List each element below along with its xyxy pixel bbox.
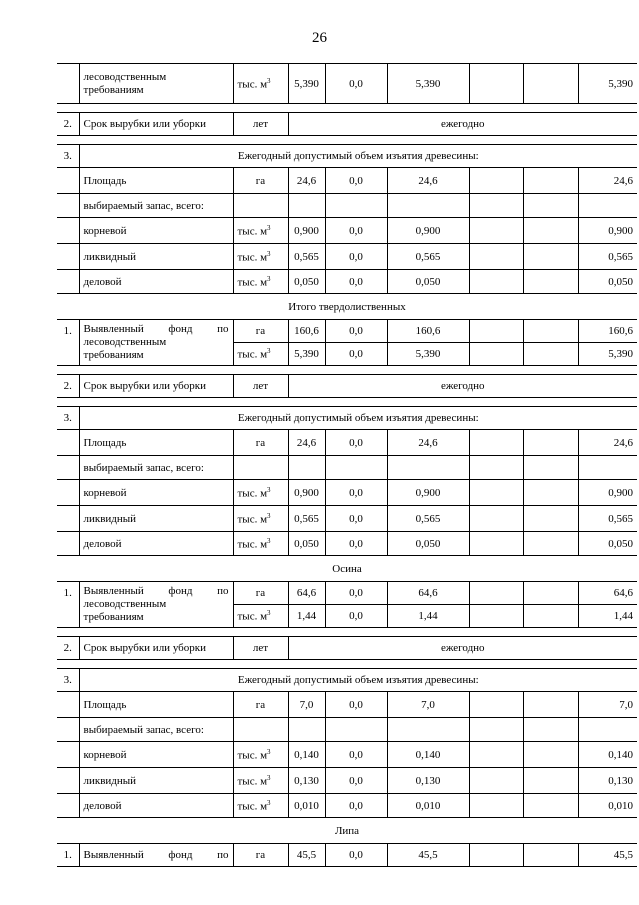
table-cell: 0,0 xyxy=(325,768,387,794)
table-cell xyxy=(57,506,79,532)
table-cell xyxy=(578,718,637,742)
table-cell: ежегодно xyxy=(288,113,637,136)
table-cell xyxy=(469,343,523,366)
table-row xyxy=(57,168,637,194)
table-cell: корневой xyxy=(79,218,233,244)
table-cell: тыс. $м^3$ xyxy=(233,605,288,628)
table-cell xyxy=(233,456,288,480)
table-cell: Площадь xyxy=(79,692,233,718)
table-cell: 5,390 xyxy=(387,343,469,366)
table-cell xyxy=(57,168,79,194)
table-cell xyxy=(57,456,79,480)
table-cell: 0,010 xyxy=(288,794,325,818)
table-cell xyxy=(523,343,578,366)
table-cell: 0,140 xyxy=(288,742,325,768)
table-cell: 64,6 xyxy=(288,582,325,605)
table-cell xyxy=(469,480,523,506)
table-cell: 5,390 xyxy=(288,343,325,366)
table-cell xyxy=(57,742,79,768)
table-row xyxy=(57,244,637,270)
table-cell xyxy=(469,218,523,244)
table-cell: га xyxy=(233,320,288,343)
table-cell xyxy=(523,456,578,480)
table-cell: Итого твердолиственных xyxy=(57,294,637,320)
table-cell xyxy=(469,605,523,628)
table-row xyxy=(57,64,637,104)
table-row xyxy=(57,145,637,168)
table-cell xyxy=(57,628,637,637)
table-cell: 24,6 xyxy=(387,430,469,456)
table-cell: корневой xyxy=(79,480,233,506)
table-cell xyxy=(578,194,637,218)
table-row xyxy=(57,113,637,136)
table-cell: 0,0 xyxy=(325,506,387,532)
table-cell: 0,900 xyxy=(578,218,637,244)
table-cell: ежегодно xyxy=(288,637,637,660)
table-cell: 0,050 xyxy=(387,532,469,556)
table-row xyxy=(57,844,637,867)
table-cell: ликвидный xyxy=(79,768,233,794)
table-cell xyxy=(523,582,578,605)
table-row xyxy=(57,768,637,794)
table-cell: га xyxy=(233,430,288,456)
table-cell: га xyxy=(233,692,288,718)
table-cell: Липа xyxy=(57,818,637,844)
table-cell xyxy=(523,480,578,506)
table-cell: 0,0 xyxy=(325,532,387,556)
table-cell: 0,0 xyxy=(325,270,387,294)
table-cell: 0,0 xyxy=(325,244,387,270)
table-cell: 1. xyxy=(57,582,79,628)
table-row xyxy=(57,742,637,768)
table-cell: 160,6 xyxy=(288,320,325,343)
table-cell: 0,565 xyxy=(387,244,469,270)
table-cell: 0,050 xyxy=(578,532,637,556)
table-cell xyxy=(57,480,79,506)
table-cell xyxy=(57,768,79,794)
table-cell: га xyxy=(233,582,288,605)
table-cell: лет xyxy=(233,637,288,660)
table-cell xyxy=(57,136,637,145)
table-cell: тыс. $м^3$ xyxy=(233,244,288,270)
table-cell xyxy=(523,168,578,194)
table-cell: Выявленный фонд по xyxy=(79,844,233,867)
table-cell xyxy=(57,64,79,104)
table-cell xyxy=(469,456,523,480)
table-cell: 0,0 xyxy=(325,692,387,718)
table-cell: ежегодно xyxy=(288,375,637,398)
table-cell: лет xyxy=(233,113,288,136)
table-cell xyxy=(469,320,523,343)
table-cell xyxy=(325,718,387,742)
table-cell xyxy=(387,456,469,480)
table-cell xyxy=(469,532,523,556)
table-row xyxy=(57,692,637,718)
table-cell: 0,900 xyxy=(387,218,469,244)
table-cell xyxy=(523,532,578,556)
table-cell: 0,0 xyxy=(325,794,387,818)
table-cell xyxy=(523,244,578,270)
table-cell: 0,900 xyxy=(578,480,637,506)
table-row xyxy=(57,375,637,398)
table-row xyxy=(57,506,637,532)
table-cell: тыс. $м^3$ xyxy=(233,343,288,366)
table-cell: Выявленный фонд по лесоводственным требованиям xyxy=(79,582,233,628)
table-cell: 5,390 xyxy=(288,64,325,104)
table-cell: 0,0 xyxy=(325,582,387,605)
table-cell xyxy=(57,692,79,718)
table-cell: 64,6 xyxy=(578,582,637,605)
table-cell xyxy=(57,366,637,375)
table-cell: 7,0 xyxy=(578,692,637,718)
section-title xyxy=(57,556,637,582)
table-cell: 0,0 xyxy=(325,343,387,366)
table-row xyxy=(57,582,637,605)
table-cell xyxy=(288,194,325,218)
section-title xyxy=(57,818,637,844)
table-cell: деловой xyxy=(79,270,233,294)
table-row xyxy=(57,718,637,742)
table-cell: Ежегодный допустимый объем изъятия древесины: xyxy=(79,407,637,430)
table-cell xyxy=(57,244,79,270)
table-cell xyxy=(523,506,578,532)
table-cell xyxy=(57,532,79,556)
table-cell: 0,140 xyxy=(387,742,469,768)
table-cell: ликвидный xyxy=(79,506,233,532)
table-cell: 0,0 xyxy=(325,320,387,343)
table-cell: 45,5 xyxy=(288,844,325,867)
table-cell: 45,5 xyxy=(578,844,637,867)
table-cell: 5,390 xyxy=(387,64,469,104)
table-cell: 24,6 xyxy=(578,430,637,456)
table-cell: 2. xyxy=(57,113,79,136)
table-cell: 7,0 xyxy=(387,692,469,718)
table-cell: Площадь xyxy=(79,168,233,194)
table-cell xyxy=(288,456,325,480)
table-cell xyxy=(57,660,637,669)
table-cell: 0,0 xyxy=(325,430,387,456)
table-cell: 1,44 xyxy=(578,605,637,628)
table-cell: Ежегодный допустимый объем изъятия древесины: xyxy=(79,145,637,168)
table-row xyxy=(57,480,637,506)
table-cell: 5,390 xyxy=(578,64,637,104)
table-cell: 24,6 xyxy=(288,168,325,194)
table-cell: тыс. $м^3$ xyxy=(233,480,288,506)
table-cell: тыс. $м^3$ xyxy=(233,270,288,294)
table-cell: Срок вырубки или уборки xyxy=(79,637,233,660)
table-row xyxy=(57,320,637,343)
table-cell xyxy=(57,104,637,113)
table-cell xyxy=(288,718,325,742)
table-cell xyxy=(523,844,578,867)
table-cell xyxy=(469,244,523,270)
table-cell: 2. xyxy=(57,637,79,660)
table-cell: 160,6 xyxy=(578,320,637,343)
table-cell: 0,010 xyxy=(578,794,637,818)
table-cell: 64,6 xyxy=(387,582,469,605)
table-cell xyxy=(523,605,578,628)
table-cell: 24,6 xyxy=(578,168,637,194)
table-cell: деловой xyxy=(79,794,233,818)
table-cell xyxy=(387,718,469,742)
table-cell: 0,050 xyxy=(288,270,325,294)
table-row xyxy=(57,456,637,480)
table-cell xyxy=(57,194,79,218)
table-cell: 24,6 xyxy=(387,168,469,194)
table-cell: 0,0 xyxy=(325,605,387,628)
table-cell: тыс. $м^3$ xyxy=(233,742,288,768)
table-cell xyxy=(523,430,578,456)
table-cell: тыс. $м^3$ xyxy=(233,218,288,244)
table-cell: 0,130 xyxy=(578,768,637,794)
table-cell: 0,130 xyxy=(288,768,325,794)
section-title xyxy=(57,294,637,320)
table-cell: 0,565 xyxy=(288,506,325,532)
table-cell: 0,565 xyxy=(578,506,637,532)
table-cell: 0,0 xyxy=(325,64,387,104)
table-row xyxy=(57,218,637,244)
table-cell: тыс. $м^3$ xyxy=(233,532,288,556)
table-cell: 5,390 xyxy=(578,343,637,366)
table-cell: Площадь xyxy=(79,430,233,456)
page-number: 26 xyxy=(312,30,327,46)
table-cell xyxy=(233,718,288,742)
table-cell: 0,010 xyxy=(387,794,469,818)
table-row xyxy=(57,794,637,818)
table-cell xyxy=(469,844,523,867)
table-cell: 0,900 xyxy=(288,218,325,244)
table-cell: 3. xyxy=(57,407,79,430)
table-cell xyxy=(57,218,79,244)
table-cell xyxy=(469,794,523,818)
table-cell: Осина xyxy=(57,556,637,582)
table-cell xyxy=(578,456,637,480)
table-cell xyxy=(57,270,79,294)
table-cell: 0,900 xyxy=(387,480,469,506)
table-cell: деловой xyxy=(79,532,233,556)
table-cell xyxy=(523,218,578,244)
table-cell: 3. xyxy=(57,669,79,692)
table-cell: ликвидный xyxy=(79,244,233,270)
table-row xyxy=(57,430,637,456)
table-cell xyxy=(57,430,79,456)
table-cell: Ежегодный допустимый объем изъятия древесины: xyxy=(79,669,637,692)
table-cell: тыс. $м^3$ xyxy=(233,506,288,532)
table-cell xyxy=(523,270,578,294)
table-cell xyxy=(325,456,387,480)
table-cell: 0,565 xyxy=(578,244,637,270)
table-cell: 160,6 xyxy=(387,320,469,343)
table-cell: 0,050 xyxy=(387,270,469,294)
table-cell xyxy=(469,430,523,456)
table-cell: 0,0 xyxy=(325,480,387,506)
table-cell xyxy=(523,64,578,104)
table-cell xyxy=(469,582,523,605)
table-cell: лет xyxy=(233,375,288,398)
table-cell xyxy=(523,768,578,794)
table-cell xyxy=(523,742,578,768)
table-cell xyxy=(57,398,637,407)
table-cell: корневой xyxy=(79,742,233,768)
table-cell xyxy=(469,768,523,794)
table-cell: 0,050 xyxy=(578,270,637,294)
table-cell xyxy=(523,194,578,218)
table-cell: Выявленный фонд по лесоводственным требованиям xyxy=(79,320,233,366)
table-cell xyxy=(469,742,523,768)
table-cell xyxy=(523,320,578,343)
table-cell xyxy=(469,168,523,194)
table-cell: 24,6 xyxy=(288,430,325,456)
table-cell: га xyxy=(233,168,288,194)
table-cell: выбираемый запас, всего: xyxy=(79,456,233,480)
table-cell xyxy=(523,794,578,818)
table-cell: 45,5 xyxy=(387,844,469,867)
table-cell xyxy=(523,718,578,742)
table-cell: 0,140 xyxy=(578,742,637,768)
table-cell: 2. xyxy=(57,375,79,398)
table-cell xyxy=(325,194,387,218)
table-cell: 0,0 xyxy=(325,742,387,768)
table-cell: 7,0 xyxy=(288,692,325,718)
table-cell: 0,130 xyxy=(387,768,469,794)
table-row xyxy=(57,194,637,218)
table-cell: 0,0 xyxy=(325,218,387,244)
table-cell: Срок вырубки или уборки xyxy=(79,113,233,136)
table-cell xyxy=(469,64,523,104)
table-cell: тыс. $м^3$ xyxy=(233,64,288,104)
forest-fund-table xyxy=(57,63,637,867)
table-cell xyxy=(387,194,469,218)
table-cell xyxy=(469,692,523,718)
table-row xyxy=(57,637,637,660)
table-cell: тыс. $м^3$ xyxy=(233,794,288,818)
table-cell: лесоводственным требованиям xyxy=(79,64,233,104)
table-cell: 3. xyxy=(57,145,79,168)
table-cell xyxy=(57,718,79,742)
table-row xyxy=(57,532,637,556)
table-cell xyxy=(469,194,523,218)
table-row xyxy=(57,407,637,430)
table-cell xyxy=(233,194,288,218)
table-row xyxy=(57,669,637,692)
table-cell xyxy=(469,506,523,532)
table-cell: 0,0 xyxy=(325,168,387,194)
table-cell: Срок вырубки или уборки xyxy=(79,375,233,398)
table-cell: 0,0 xyxy=(325,844,387,867)
table-cell xyxy=(469,718,523,742)
table-row xyxy=(57,270,637,294)
table-cell: выбираемый запас, всего: xyxy=(79,718,233,742)
table-cell: 1. xyxy=(57,320,79,366)
table-cell: га xyxy=(233,844,288,867)
table-cell: 0,050 xyxy=(288,532,325,556)
table-cell: 0,900 xyxy=(288,480,325,506)
table-cell: выбираемый запас, всего: xyxy=(79,194,233,218)
table-cell: 0,565 xyxy=(387,506,469,532)
table-cell: тыс. $м^3$ xyxy=(233,768,288,794)
table-cell: 1,44 xyxy=(387,605,469,628)
table-cell xyxy=(523,692,578,718)
table-cell xyxy=(57,794,79,818)
table-cell xyxy=(469,270,523,294)
table-cell: 0,565 xyxy=(288,244,325,270)
table-cell: 1. xyxy=(57,844,79,867)
table-cell: 1,44 xyxy=(288,605,325,628)
